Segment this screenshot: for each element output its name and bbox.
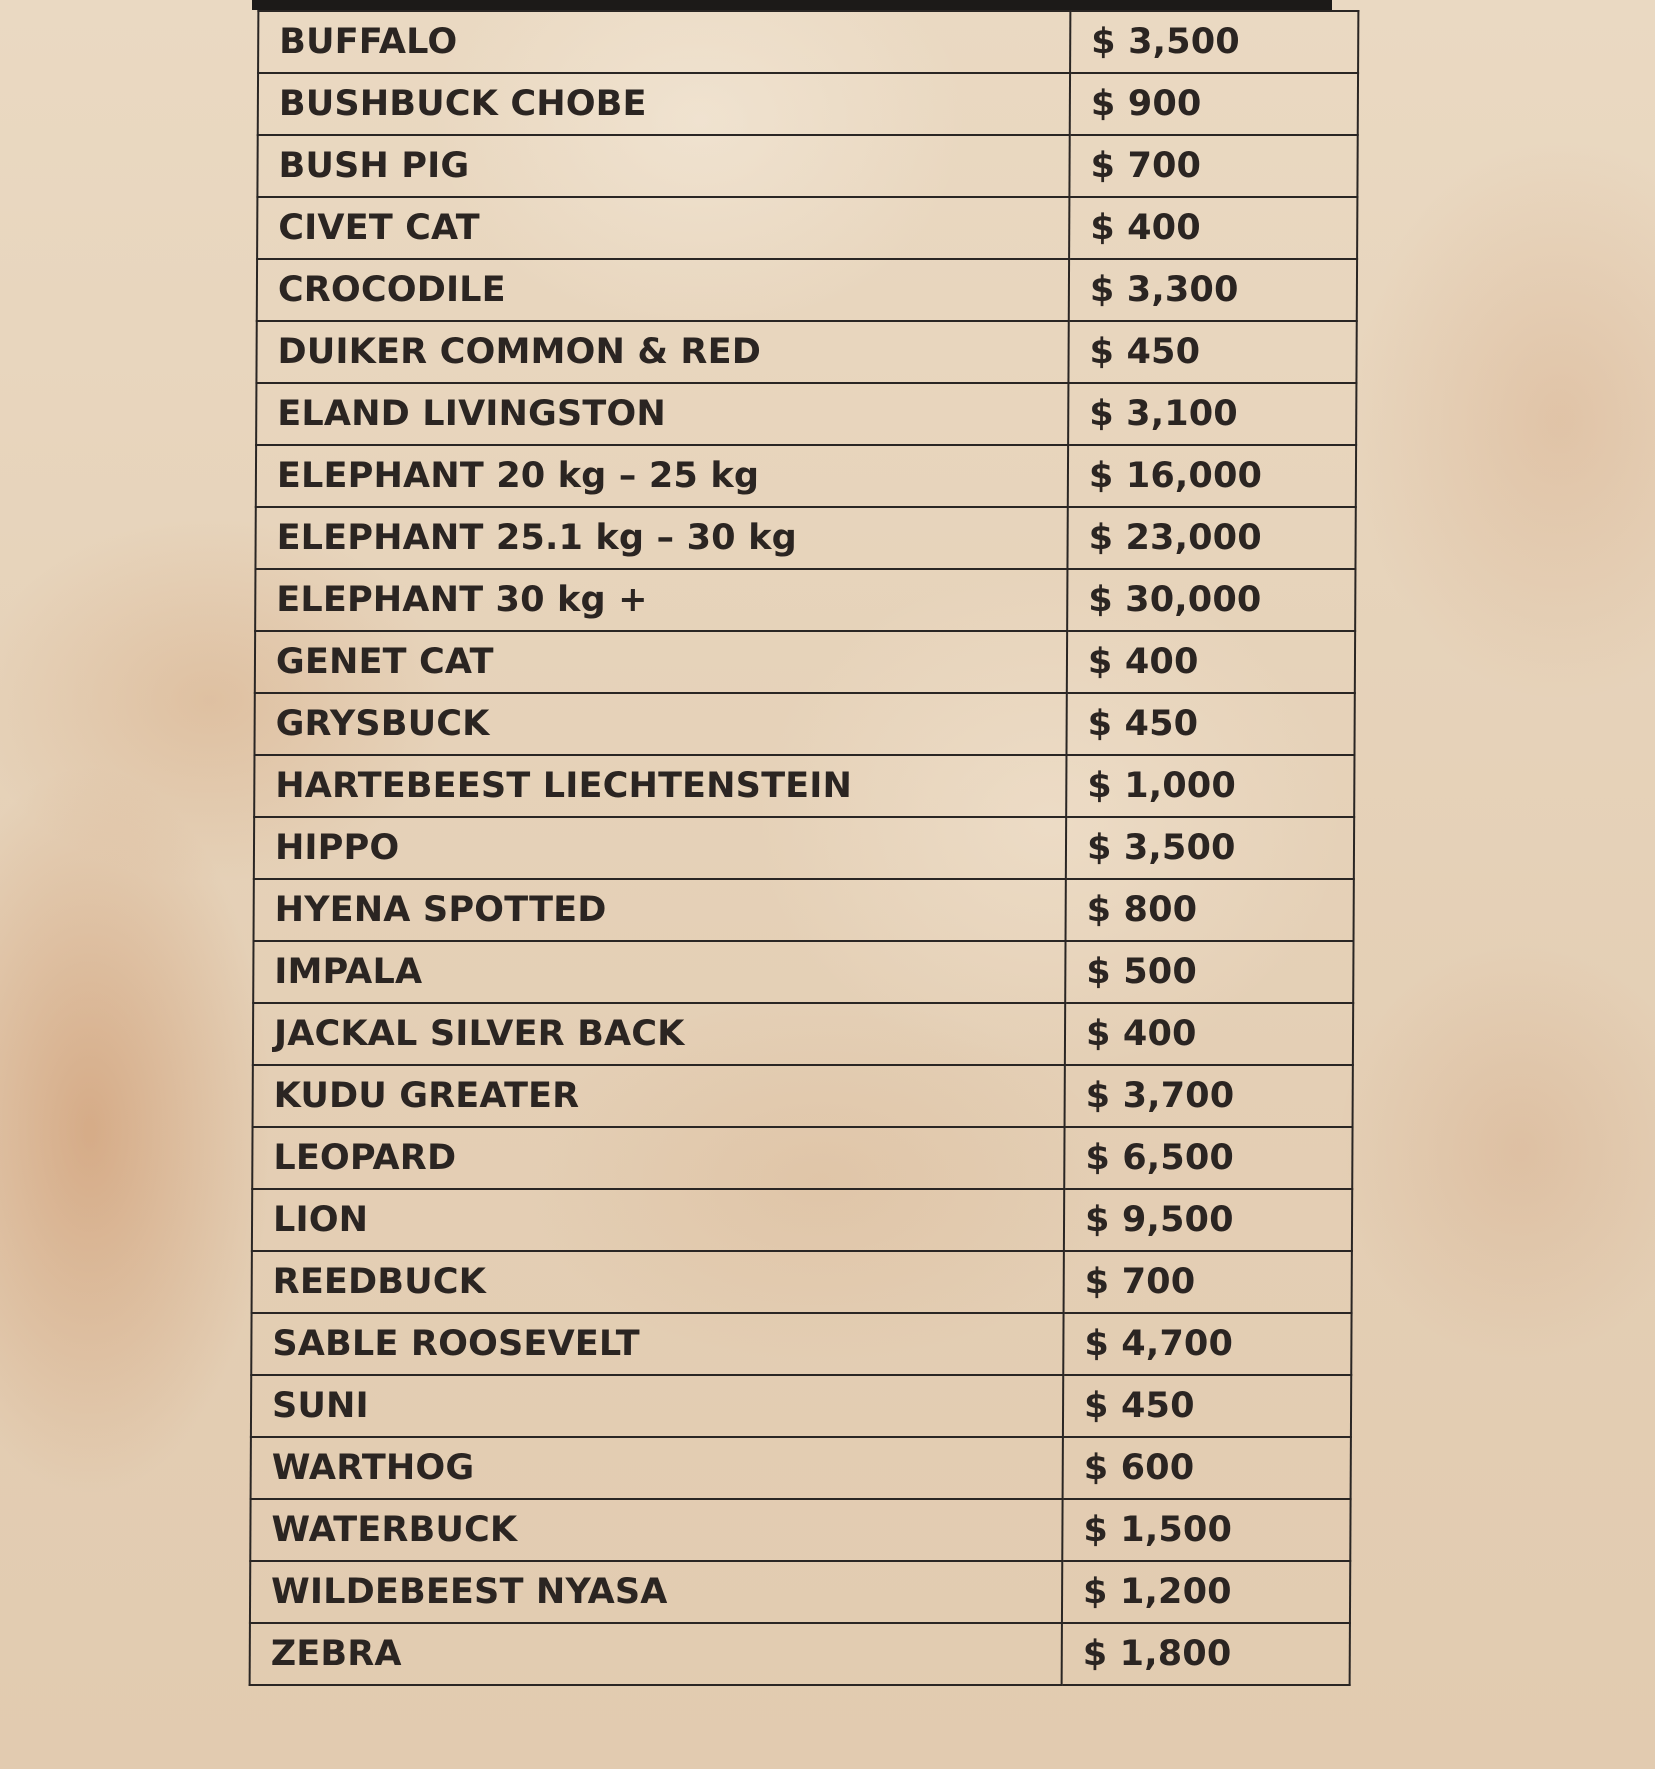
animal-name: GENET CAT	[255, 631, 1067, 693]
table-row	[251, 1437, 1351, 1499]
table-row	[252, 1251, 1352, 1313]
price-table-body	[250, 11, 1359, 1685]
animal-price: $ 1,500	[1062, 1499, 1350, 1561]
animal-name: GRYSBUCK	[254, 693, 1066, 755]
table-row	[250, 1499, 1350, 1561]
table-row	[253, 1065, 1353, 1127]
table-row	[254, 879, 1354, 941]
animal-price: $ 9,500	[1064, 1189, 1352, 1251]
table-row	[254, 755, 1354, 817]
animal-price: $ 450	[1063, 1375, 1351, 1437]
animal-price: $ 400	[1067, 631, 1355, 693]
animal-name: BUSH PIG	[257, 135, 1069, 197]
animal-price: $ 500	[1065, 941, 1353, 1003]
table-header-bar	[252, 0, 1332, 10]
animal-price: $ 3,300	[1069, 259, 1357, 321]
animal-name: LION	[252, 1189, 1064, 1251]
animal-name: JACKAL SILVER BACK	[253, 1003, 1065, 1065]
table-row	[252, 1127, 1352, 1189]
animal-name: REEDBUCK	[252, 1251, 1064, 1313]
table-row	[255, 631, 1355, 693]
animal-price: $ 3,500	[1066, 817, 1354, 879]
animal-price: $ 3,700	[1065, 1065, 1353, 1127]
table-row	[256, 445, 1356, 507]
table-row	[253, 941, 1353, 1003]
table-row	[257, 197, 1357, 259]
animal-name: BUSHBUCK CHOBE	[258, 73, 1070, 135]
animal-price: $ 700	[1069, 135, 1357, 197]
table-row	[253, 1003, 1353, 1065]
table-row	[251, 1375, 1351, 1437]
animal-price: $ 6,500	[1064, 1127, 1352, 1189]
table-row	[255, 507, 1355, 569]
animal-name: BUFFALO	[258, 11, 1070, 73]
animal-name: DUIKER COMMON & RED	[256, 321, 1068, 383]
animal-name: ELAND LIVINGSTON	[256, 383, 1068, 445]
table-row	[255, 569, 1355, 631]
animal-name: CIVET CAT	[257, 197, 1069, 259]
animal-name: WARTHOG	[251, 1437, 1063, 1499]
animal-price: $ 16,000	[1068, 445, 1356, 507]
animal-name: HIPPO	[254, 817, 1066, 879]
animal-name: LEOPARD	[252, 1127, 1064, 1189]
animal-price: $ 4,700	[1063, 1313, 1351, 1375]
animal-name: WILDEBEEST NYASA	[250, 1561, 1062, 1623]
animal-price: $ 800	[1066, 879, 1354, 941]
table-row	[254, 693, 1354, 755]
animal-price: $ 700	[1064, 1251, 1352, 1313]
animal-price: $ 600	[1063, 1437, 1351, 1499]
animal-price: $ 3,500	[1070, 11, 1358, 73]
animal-name: SABLE ROOSEVELT	[251, 1313, 1063, 1375]
animal-name: KUDU GREATER	[253, 1065, 1065, 1127]
table-row	[258, 73, 1358, 135]
table-row	[256, 383, 1356, 445]
table-row	[254, 817, 1354, 879]
animal-name: ELEPHANT 30 kg +	[255, 569, 1067, 631]
animal-price: $ 450	[1068, 321, 1356, 383]
animal-price: $ 3,100	[1068, 383, 1356, 445]
animal-price: $ 30,000	[1067, 569, 1355, 631]
animal-price: $ 400	[1065, 1003, 1353, 1065]
table-row	[250, 1623, 1350, 1685]
table-row	[258, 11, 1358, 73]
animal-name: IMPALA	[253, 941, 1065, 1003]
table-row	[251, 1313, 1351, 1375]
table-row	[252, 1189, 1352, 1251]
animal-price: $ 900	[1070, 73, 1358, 135]
animal-price: $ 450	[1066, 693, 1354, 755]
animal-price: $ 1,000	[1066, 755, 1354, 817]
animal-name: HYENA SPOTTED	[254, 879, 1066, 941]
animal-price: $ 1,200	[1062, 1561, 1350, 1623]
animal-name: ZEBRA	[250, 1623, 1062, 1685]
animal-name: ELEPHANT 20 kg – 25 kg	[256, 445, 1068, 507]
table-row	[257, 135, 1357, 197]
table-row	[257, 259, 1357, 321]
animal-name: SUNI	[251, 1375, 1063, 1437]
animal-name: HARTEBEEST LIECHTENSTEIN	[254, 755, 1066, 817]
price-table	[249, 10, 1360, 1686]
animal-name: ELEPHANT 25.1 kg – 30 kg	[255, 507, 1067, 569]
table-row	[250, 1561, 1350, 1623]
animal-price: $ 1,800	[1062, 1623, 1350, 1685]
table-row	[256, 321, 1356, 383]
animal-name: CROCODILE	[257, 259, 1069, 321]
animal-name: WATERBUCK	[250, 1499, 1062, 1561]
animal-price: $ 400	[1069, 197, 1357, 259]
animal-price: $ 23,000	[1067, 507, 1355, 569]
